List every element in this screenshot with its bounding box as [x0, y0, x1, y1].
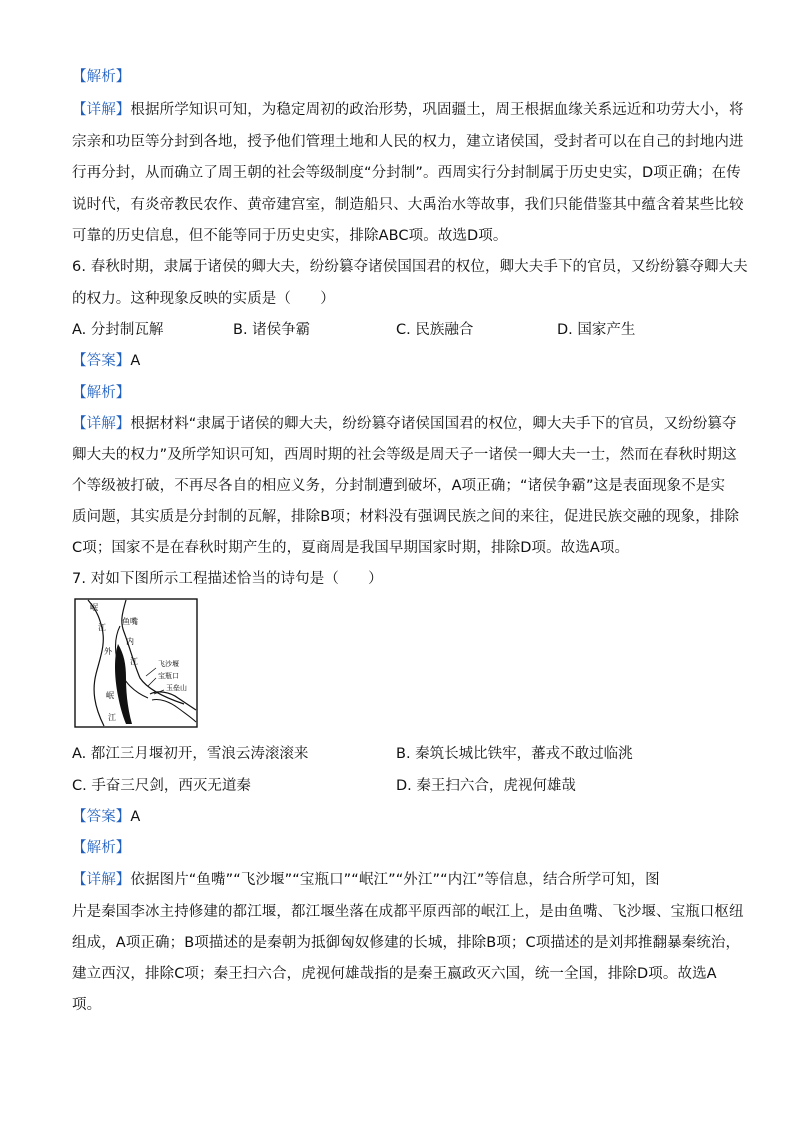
q7-detail-line-1: 【详解】依据图片“鱼嘴”“飞沙堰”“宝瓶口”“岷江”“外江”“内江”等信息，结合所学可知，图 [72, 872, 660, 888]
q7-option-b: B. 秦筑长城比铁牢，蕃戎不敢过临洮 [396, 746, 633, 762]
q6-jiexi-label: 【解析】 [72, 385, 131, 401]
q7-detail-line-2: 片是秦国李冰主持修建的都江堰，都江堰坐落在成都平原西部的岷江上，是由鱼嘴、飞沙堰、宝瓶口枢纽 [72, 904, 744, 920]
label-wai: 外 [104, 647, 112, 656]
q5-detail-label: 【详解】 [72, 102, 131, 118]
q7-detail-line-3: 组成，A项正确；B项描述的是秦朝为抵御匈奴修建的长城，排除B项；C项描述的是刘邦推翻暴秦统治， [72, 935, 741, 951]
q7-jiexi-label: 【解析】 [72, 840, 131, 856]
q6-stem-line-2: 的权力。这种现象反映的实质是（ ） [72, 291, 335, 307]
q6-option-c: C. 民族融合 [396, 322, 474, 338]
label-feishayan: 飞沙堰 [158, 660, 179, 668]
q5-jiexi-label: 【解析】 [72, 69, 131, 85]
q6-option-b: B. 诸侯争霸 [233, 322, 311, 338]
q7-detail-label: 【详解】 [72, 872, 131, 888]
q6-detail-line-2: 卿大夫的权力”及所学知识可知，西周时期的社会等级是周天子一诸侯一卿大夫一士，然而在春秋时期这 [72, 447, 737, 463]
label-jiang-bottom: 江 [108, 713, 116, 722]
label-min-2: 岷 [106, 691, 114, 700]
q6-detail-line-3: 个等级被打破，不再尽各自的相应义务，分封制遭到破坏，A项正确；“诸侯争霸”这是表面现象不是实 [72, 478, 726, 494]
q5-detail-line-5: 可靠的历史信息，但不能等同于历史史实，排除ABC项。故选D项。 [72, 228, 508, 244]
label-jiang-mid: 江 [130, 657, 138, 666]
q7-option-c: C. 手奋三尺剑，西灭无道秦 [72, 778, 251, 794]
label-jiang-top: 江 [98, 623, 106, 632]
q6-detail-line-1: 【详解】根据材料“隶属于诸侯的卿大夫，纷纷篡夺诸侯国国君的权位，卿大夫手下的官员，又纷纷篡夺 [72, 416, 737, 432]
q6-stem-line-1: 6. 春秋时期，隶属于诸侯的卿大夫，纷纷篡夺诸侯国国君的权位，卿大夫手下的官员，又纷纷篡夺卿大夫 [72, 259, 748, 275]
q7-detail-line-5: 项。 [72, 997, 102, 1013]
label-yuleishan: 玉垒山 [166, 684, 187, 692]
label-baopingkou: 宝瓶口 [158, 672, 179, 680]
q5-detail-line-2: 宗亲和功臣等分封到各地，授予他们管理土地和人民的权力，建立诸侯国，受封者可以在自己的封地内进 [72, 134, 744, 150]
label-nei: 内 [126, 637, 134, 646]
q5-detail-line-4: 说时代，有炎帝教民农作、黄帝建宫室，制造船只、大禹治水等故事，我们只能借鉴其中蕴含着某些比较 [72, 197, 744, 213]
label-min: 岷 [90, 603, 98, 612]
q6-detail-line-4: 质问题，其实质是分封制的瓦解，排除B项；材料没有强调民族之间的来往，促进民族交融的现象，排除 [72, 509, 740, 525]
q5-detail-line-3: 行再分封，从而确立了周王朝的社会等级制度“分封制”。西周实行分封制属于历史史实，D项正确；在传 [72, 165, 741, 181]
q6-option-a: A. 分封制瓦解 [72, 322, 164, 338]
q7-option-d: D. 秦王扫六合，虎视何雄哉 [396, 778, 576, 794]
q7-stem: 7. 对如下图所示工程描述恰当的诗句是（ ） [72, 571, 383, 587]
q7-option-a: A. 都江三月堰初开，雪浪云涛滚滚来 [72, 746, 309, 762]
dujiangyan-map-figure [74, 598, 198, 728]
label-yuzui: 鱼嘴 [122, 617, 138, 626]
q7-answer: 【答案】A [72, 809, 141, 825]
q6-detail-line-5: C项；国家不是在春秋时期产生的，夏商周是我国早期国家时期，排除D项。故选A项。 [72, 540, 630, 556]
q6-option-d: D. 国家产生 [557, 322, 636, 338]
q6-detail-label: 【详解】 [72, 416, 131, 432]
q7-detail-line-4: 建立西汉，排除C项；秦王扫六合，虎视何雄哉指的是秦王嬴政灭六国，统一全国，排除D项。故选A [72, 966, 717, 982]
q6-answer: 【答案】A [72, 353, 141, 369]
q5-detail-line-1: 【详解】根据所学知识可知，为稳定周初的政治形势，巩固疆土，周王根据血缘关系远近和功劳大小，将 [72, 102, 744, 118]
